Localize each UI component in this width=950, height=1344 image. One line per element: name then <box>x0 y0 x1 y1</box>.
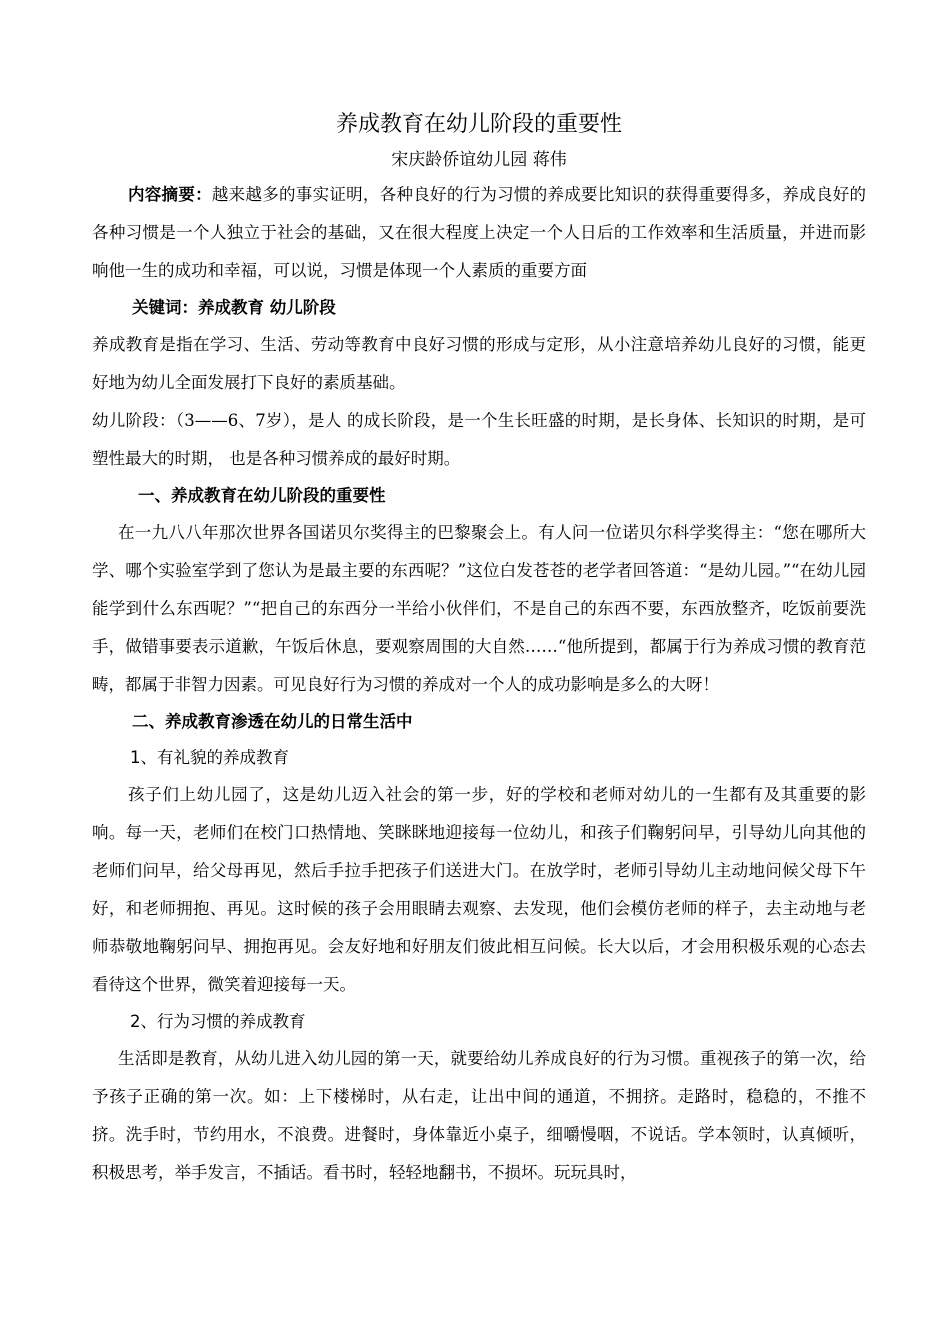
document-title: 养成教育在幼儿阶段的重要性 <box>335 112 622 137</box>
subsection1-heading: 1、有礼貌的养成教育 <box>130 748 289 767</box>
document-author: 宋庆龄侨谊幼儿园 蒋伟 <box>391 150 567 170</box>
subsection2-heading: 2、行为习惯的养成教育 <box>130 1012 306 1031</box>
subsection2-paragraph: 生活即是教育，从幼儿进入幼儿园的第一天，就要给幼儿养成良好的行为习惯。重视孩子的第一次，给予孩子正确的第一次。如：上下楼梯时，从右走，让出中间的通道，不拥挤。走路时，稳稳的，不推不挤。洗手时，节约用水，不浪费。进餐时，身体靠近小桌子，细嚼慢咽，不说话。学本领时，认真倾听，积极思考，举手发言，不插话。看书时，轻轻地翻书，不损坏。玩玩具时， <box>92 1049 866 1182</box>
section1-heading: 一、养成教育在幼儿阶段的重要性 <box>138 486 386 505</box>
abstract-text: 越来越多的事实证明，各种良好的行为习惯的养成要比知识的获得重要得多，养成良好的各种习惯是一个人独立于社会的基础，又在很大程度上决定一个人日后的工作效率和生活质量，并进而影响他一生的成功和幸福，可以说，习惯是体现一个人素质的重要方面 <box>92 185 867 280</box>
definition-paragraph-1: 养成教育是指在学习、生活、劳动等教育中良好习惯的形成与定形，从小注意培养幼儿良好的习惯，能更好地为幼儿全面发展打下良好的素质基础。 <box>92 335 866 392</box>
keywords-line: 关键词：养成教育 幼儿阶段 <box>132 298 336 317</box>
abstract-label: 内容摘要： <box>128 185 212 204</box>
definition-paragraph-2: 幼儿阶段：（3——6、7岁），是人 的成长阶段，是一个生长旺盛的时期，是长身体、长知识的时期，是可塑性最大的时期， 也是各种习惯养成的最好时期。 <box>92 411 866 468</box>
section2-heading: 二、养成教育渗透在幼儿的日常生活中 <box>132 712 413 731</box>
abstract-paragraph <box>92 176 866 290</box>
subsection1-paragraph: 孩子们上幼儿园了，这是幼儿迈入社会的第一步，好的学校和老师对幼儿的一生都有及其重要的影响。每一天，老师们在校门口热情地、笑眯眯地迎接每一位幼儿，和孩子们鞠躬问早，引导幼儿向其他的老师们问早，给父母再见，然后手拉手把孩子们送进大门。在放学时，老师引导幼儿主动地问候父母下午好，和老师拥抱、再见。这时候的孩子会用眼睛去观察、去发现，他们会模仿老师的样子，去主动地与老师恭敬地鞠躬问早、拥抱再见。会友好地和好朋友们彼此相互问候。长大以后，才会用积极乐观的心态去看待这个世界，微笑着迎接每一天。 <box>92 785 866 994</box>
document-page <box>92 108 866 1192</box>
section1-paragraph: 在一九八八年那次世界各国诺贝尔奖得主的巴黎聚会上。有人问一位诺贝尔科学奖得主：“您在哪所大学、哪个实验室学到了您认为是最主要的东西呢？”这位白发苍苍的老学者回答道：“是幼儿园。”“在幼儿园能学到什么东西呢？”“把自己的东西分一半给小伙伴们，不是自己的东西不要，东西放整齐，吃饭前要洗手，做错事要表示道歉，午饭后休息，要观察周围的大自然……“他所提到，都属于行为养成习惯的教育范畴，都属于非智力因素。可见良好行为习惯的养成对一个人的成功影响是多么的大呀！ <box>92 523 866 694</box>
